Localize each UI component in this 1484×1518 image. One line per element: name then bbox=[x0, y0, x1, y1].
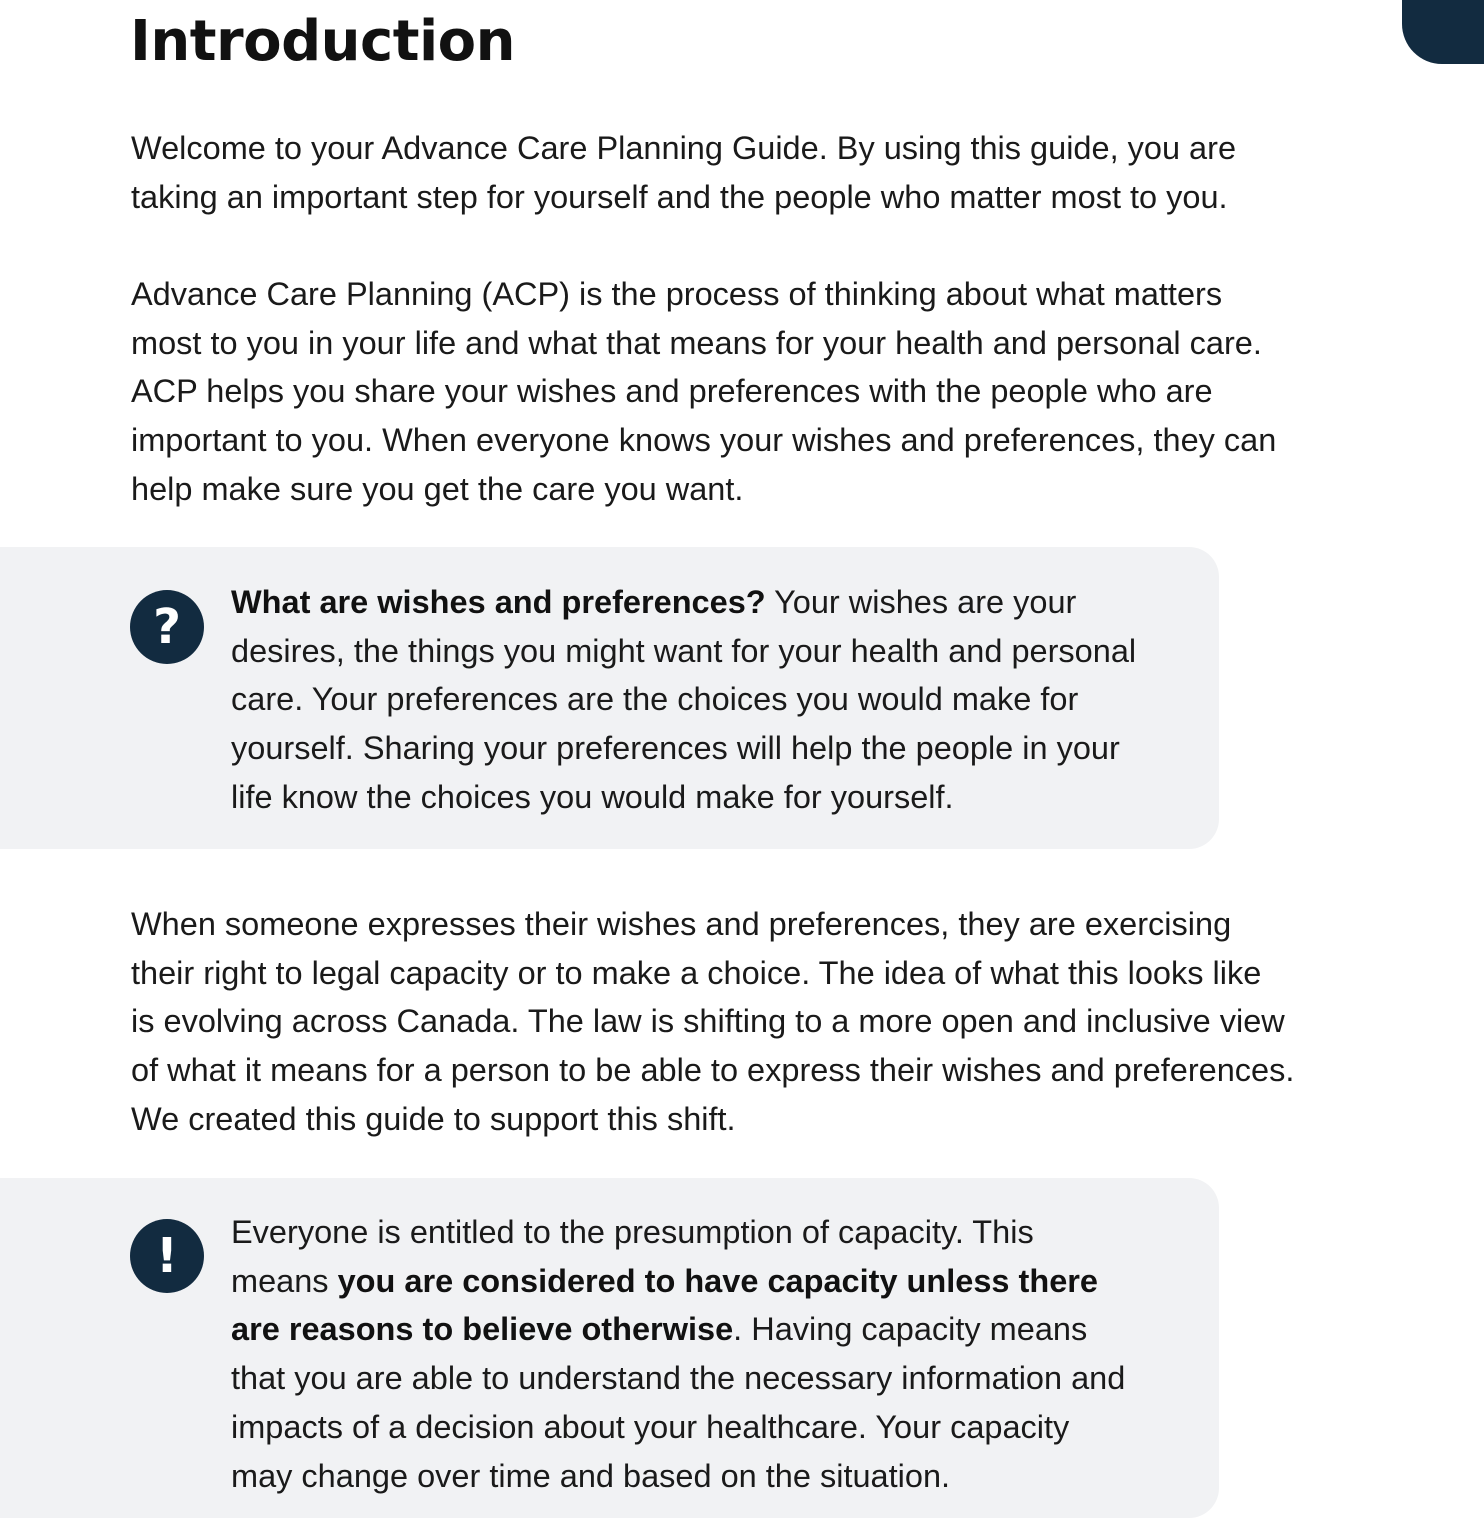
text-line bbox=[231, 1305, 1125, 1354]
text-line: most to you in your life and what that means for your health and personal care. bbox=[131, 324, 1262, 361]
text-fragment: Your wishes are your bbox=[765, 584, 1077, 620]
text-line: yourself. Sharing your preferences will help the people in your bbox=[231, 730, 1120, 767]
text-line: life know the choices you would make for yourself. bbox=[231, 778, 954, 815]
question-mark-icon: ? bbox=[130, 590, 204, 664]
text-line: help make sure you get the care you want. bbox=[131, 470, 744, 507]
text-line bbox=[231, 1257, 1125, 1306]
intro-paragraph-2 bbox=[131, 270, 1276, 514]
intro-paragraph-1 bbox=[131, 124, 1236, 221]
callout-wishes-preferences bbox=[0, 547, 1219, 849]
text-line: taking an important step for yourself and the people who matter most to you. bbox=[131, 178, 1228, 215]
text-line: their right to legal capacity or to make a choice. The idea of what this looks like bbox=[131, 954, 1262, 991]
text-line: of what it means for a person to be able to express their wishes and preferences. bbox=[131, 1052, 1295, 1089]
text-line: desires, the things you might want for your health and personal bbox=[231, 632, 1137, 669]
text-line: may change over time and based on the situation. bbox=[231, 1457, 951, 1494]
exclamation-icon: ! bbox=[130, 1219, 204, 1293]
text-line: care. Your preferences are the choices you would make for bbox=[231, 681, 1079, 718]
text-line: Welcome to your Advance Care Planning Guide. By using this guide, you are bbox=[131, 130, 1237, 166]
text-line: is evolving across Canada. The law is shifting to a more open and inclusive view bbox=[131, 1003, 1285, 1040]
text-fragment: means bbox=[231, 1262, 338, 1299]
callout-bold-lead: What are wishes and preferences? bbox=[231, 584, 766, 620]
text-line: important to you. When everyone knows your wishes and preferences, they can bbox=[131, 422, 1277, 459]
text-line: We created this guide to support this shift. bbox=[131, 1100, 736, 1137]
text-fragment: . Having capacity means bbox=[733, 1311, 1088, 1348]
text-line: that you are able to understand the necessary information and bbox=[231, 1360, 1126, 1397]
text-line bbox=[231, 578, 1136, 627]
corner-tab-decoration bbox=[1402, 0, 1484, 64]
callout-presumption-of-capacity bbox=[0, 1178, 1219, 1518]
callout-bold-text: are reasons to believe otherwise bbox=[231, 1311, 734, 1348]
text-line: impacts of a decision about your healthcare. Your capacity bbox=[231, 1408, 1070, 1445]
page-title: Introduction bbox=[130, 9, 516, 74]
callout-text bbox=[231, 578, 1136, 822]
text-line: Everyone is entitled to the presumption of capacity. This bbox=[231, 1214, 1034, 1250]
intro-paragraph-3 bbox=[131, 900, 1294, 1144]
callout-text bbox=[231, 1208, 1125, 1500]
text-line: ACP helps you share your wishes and preferences with the people who are bbox=[131, 373, 1213, 410]
text-line: When someone expresses their wishes and preferences, they are exercising bbox=[131, 906, 1232, 942]
text-line: Advance Care Planning (ACP) is the process of thinking about what matters bbox=[131, 276, 1223, 312]
callout-bold-text: you are considered to have capacity unless there bbox=[337, 1262, 1099, 1299]
